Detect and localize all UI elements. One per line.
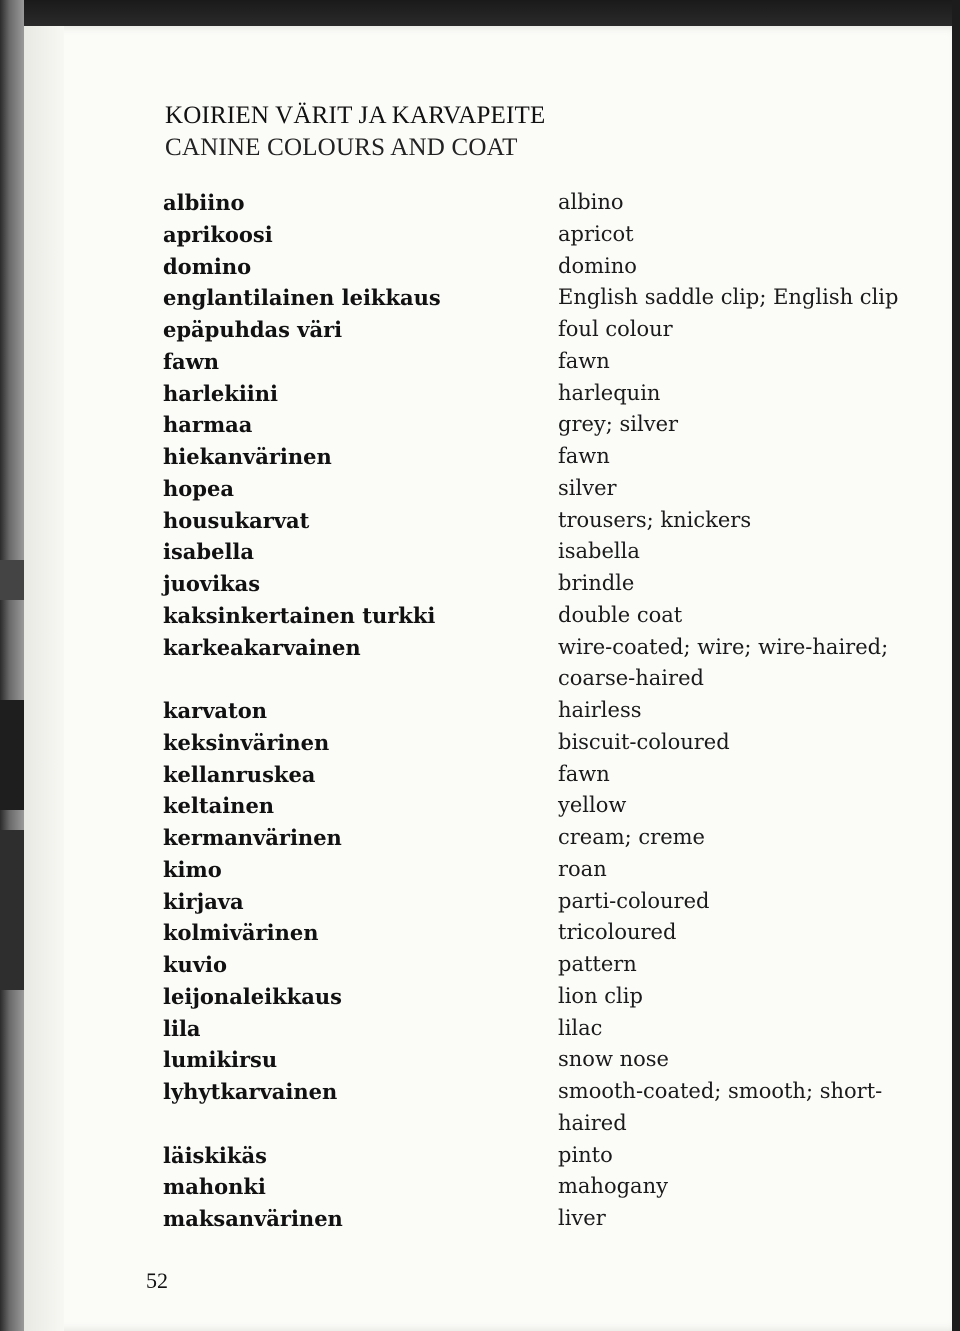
- english-term: [558, 822, 898, 854]
- english-term-line: smooth-coated; smooth; short-: [558, 1079, 883, 1103]
- finnish-term: lyhytkarvainen: [163, 1079, 338, 1104]
- finnish-term: housukarvat: [163, 507, 310, 533]
- finnish-term: englantilainen leikkaus: [163, 285, 441, 311]
- english-term: [558, 981, 898, 1013]
- english-term-line: hairless: [558, 698, 642, 722]
- english-term: [558, 251, 898, 283]
- english-term-line: albino: [558, 190, 624, 214]
- finnish-term: leijonaleikkaus: [163, 983, 342, 1009]
- english-term: [558, 536, 898, 568]
- english-term-line: wire-coated; wire; wire-haired;: [558, 634, 889, 659]
- page-number: 52: [146, 1268, 168, 1293]
- heading-english: CANINE COLOURS AND COAT: [165, 134, 518, 161]
- english-term: [558, 378, 898, 410]
- english-term-line: cream; creme: [558, 825, 705, 849]
- finnish-term: juovikas: [163, 571, 261, 596]
- finnish-term: epäpuhdas väri: [163, 317, 343, 342]
- finnish-term: kimo: [163, 856, 222, 882]
- english-term-line: biscuit-coloured: [558, 729, 730, 754]
- finnish-term: lila: [163, 1015, 201, 1041]
- english-term-line: harlequin: [558, 380, 661, 405]
- finnish-term: kolmivärinen: [163, 920, 319, 946]
- english-term: [558, 600, 898, 632]
- english-term: [558, 441, 898, 473]
- english-term: [558, 759, 898, 791]
- english-term: [558, 727, 898, 759]
- finnish-term: keksinvärinen: [163, 729, 330, 755]
- finnish-term: läiskikäs: [163, 1142, 267, 1168]
- finnish-term: hopea: [163, 475, 234, 501]
- finnish-term: hiekanvärinen: [163, 444, 332, 469]
- english-term-line: fawn: [558, 444, 610, 468]
- english-term-line: roan: [558, 856, 607, 881]
- finnish-term: fawn: [163, 348, 219, 374]
- finnish-term: kaksinkertainen turkki: [163, 602, 436, 628]
- finnish-term: kuvio: [163, 952, 228, 977]
- english-term-line: double coat: [558, 602, 683, 627]
- english-term: [558, 886, 898, 918]
- english-term-line: English saddle clip; English clip: [558, 285, 899, 310]
- english-term: [558, 1044, 898, 1076]
- english-term: [558, 790, 898, 822]
- english-term: [558, 1013, 898, 1045]
- english-term: [558, 282, 898, 314]
- english-term-column: [558, 187, 898, 1235]
- scan-shadow-band: [0, 830, 24, 990]
- scan-shadow-band: [0, 700, 24, 810]
- english-term: [558, 568, 898, 600]
- scan-shadow-band: [0, 560, 24, 600]
- finnish-term: kellanruskea: [163, 761, 316, 787]
- scan-background-right: [952, 0, 960, 1331]
- english-term-line: liver: [558, 1206, 606, 1230]
- english-term-line: yellow: [558, 793, 627, 818]
- english-term: [558, 505, 898, 537]
- english-term: [558, 314, 898, 346]
- english-term-line: snow nose: [558, 1047, 669, 1072]
- english-term: [558, 219, 898, 251]
- english-term: [558, 695, 898, 727]
- english-term: [558, 1171, 898, 1203]
- finnish-term: lumikirsu: [163, 1047, 278, 1073]
- english-term-line: mahogany: [558, 1174, 668, 1199]
- english-term-line: brindle: [558, 571, 635, 595]
- english-term-line: grey; silver: [558, 412, 679, 437]
- finnish-term: isabella: [163, 539, 255, 565]
- english-term-line: lion clip: [558, 983, 643, 1008]
- english-term-line: foul colour: [558, 317, 673, 341]
- english-term: [558, 1076, 898, 1140]
- finnish-term: karvaton: [163, 698, 268, 723]
- finnish-term: harlekiini: [163, 380, 279, 406]
- english-term-line: fawn: [558, 761, 610, 786]
- english-term-line: pattern: [558, 952, 637, 976]
- finnish-term: maksanvärinen: [163, 1206, 343, 1231]
- finnish-term-column: [163, 187, 441, 1235]
- english-term-line-continued: haired: [558, 1110, 627, 1135]
- english-term-line: pinto: [558, 1142, 613, 1167]
- page-heading: [165, 100, 546, 164]
- page-binding-edge: [24, 26, 64, 1331]
- finnish-term: keltainen: [163, 793, 275, 819]
- scan-background-left: [0, 0, 24, 1331]
- english-term: [558, 473, 898, 505]
- english-term-line: silver: [558, 475, 617, 500]
- english-term: [558, 409, 898, 441]
- english-term: [558, 949, 898, 981]
- english-term-line: trousers; knickers: [558, 507, 752, 532]
- english-term: [558, 1203, 898, 1235]
- english-term-line: tricoloured: [558, 920, 677, 945]
- english-term: [558, 346, 898, 378]
- heading-finnish: KOIRIEN VÄRIT JA KARVAPEITE: [165, 102, 546, 129]
- english-term: [558, 632, 898, 696]
- english-term: [558, 187, 898, 219]
- finnish-term: harmaa: [163, 412, 253, 438]
- english-term: [558, 1140, 898, 1172]
- english-term-line: parti-coloured: [558, 888, 710, 913]
- finnish-term: mahonki: [163, 1174, 266, 1200]
- english-term-line-continued: coarse-haired: [558, 666, 704, 691]
- english-term: [558, 854, 898, 886]
- finnish-term: kermanvärinen: [163, 825, 342, 850]
- scan-background-top: [0, 0, 960, 26]
- finnish-term: domino: [163, 253, 252, 279]
- english-term-line: isabella: [558, 539, 640, 564]
- finnish-term: karkeakarvainen: [163, 634, 361, 660]
- english-term-line: apricot: [558, 221, 634, 246]
- finnish-term: albiino: [163, 190, 245, 215]
- finnish-term: kirjava: [163, 888, 244, 914]
- english-term-line: lilac: [558, 1015, 603, 1040]
- english-term: [558, 917, 898, 949]
- english-term-line: fawn: [558, 348, 610, 373]
- finnish-term: aprikoosi: [163, 221, 273, 247]
- english-term-line: domino: [558, 253, 637, 278]
